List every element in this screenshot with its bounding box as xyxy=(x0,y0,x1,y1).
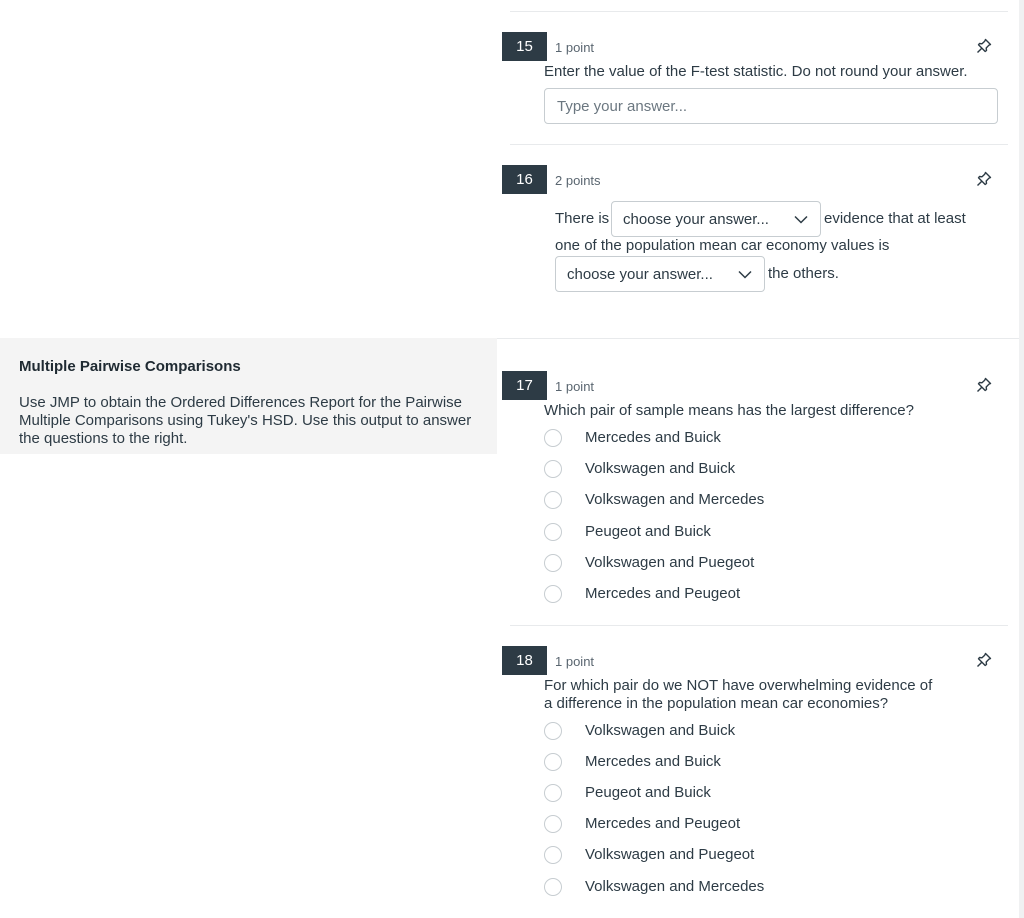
option-label: Volkswagen and Puegeot xyxy=(585,846,755,863)
question-18 xyxy=(502,646,1007,911)
question-16 xyxy=(502,165,1007,295)
option-label: Peugeot and Buick xyxy=(585,523,711,540)
radio-button[interactable] xyxy=(544,554,562,572)
answer-option[interactable] xyxy=(544,522,984,544)
question-points: 1 point xyxy=(555,379,595,394)
answer-option[interactable] xyxy=(544,845,984,867)
sentence-part: There is xyxy=(555,210,610,227)
sentence-part: evidence that at least xyxy=(824,210,966,227)
answer-option[interactable] xyxy=(544,752,984,774)
pin-icon[interactable] xyxy=(975,376,993,394)
answer-option[interactable] xyxy=(544,783,984,805)
answer-input[interactable] xyxy=(544,88,998,124)
question-points: 1 point xyxy=(555,654,595,669)
question-points: 2 points xyxy=(555,173,601,188)
option-label: Mercedes and Buick xyxy=(585,429,721,446)
question-text: For which pair do we NOT have overwhelming evidence of a difference in the population mean car economies? xyxy=(544,677,933,712)
radio-button[interactable] xyxy=(544,815,562,833)
pin-icon[interactable] xyxy=(975,37,993,55)
radio-button[interactable] xyxy=(544,784,562,802)
chevron-down-icon xyxy=(738,270,752,279)
question-17 xyxy=(502,371,1007,611)
chevron-down-icon xyxy=(794,215,808,224)
dropdown-value: choose your answer... xyxy=(623,210,769,228)
option-label: Volkswagen and Mercedes xyxy=(585,491,765,508)
option-label: Volkswagen and Puegeot xyxy=(585,554,755,571)
option-label: Volkswagen and Buick xyxy=(585,722,736,739)
dropdown-value: choose your answer... xyxy=(567,265,713,283)
window-right-edge xyxy=(1019,0,1024,918)
answer-option[interactable] xyxy=(544,490,984,512)
answer-option[interactable] xyxy=(544,814,984,836)
radio-button[interactable] xyxy=(544,429,562,447)
radio-button[interactable] xyxy=(544,722,562,740)
answer-dropdown-1[interactable] xyxy=(611,201,821,237)
option-label: Mercedes and Buick xyxy=(585,753,721,770)
question-number: 15 xyxy=(502,32,547,61)
option-label: Peugeot and Buick xyxy=(585,784,711,801)
radio-button[interactable] xyxy=(544,585,562,603)
answer-option[interactable] xyxy=(544,428,984,450)
radio-button[interactable] xyxy=(544,878,562,896)
pin-icon[interactable] xyxy=(975,651,993,669)
answer-option[interactable] xyxy=(544,459,984,481)
passage-panel xyxy=(0,338,497,454)
question-number: 17 xyxy=(502,371,547,400)
passage-body: Use JMP to obtain the Ordered Differences Report for the Pairwise Multiple Comparisons using Tukey's HSD. Use this output to answer the questions to the right. xyxy=(19,394,472,447)
radio-button[interactable] xyxy=(544,753,562,771)
divider xyxy=(497,338,1019,339)
answer-option[interactable] xyxy=(544,553,984,575)
divider xyxy=(510,625,1008,626)
pin-icon[interactable] xyxy=(975,170,993,188)
question-15 xyxy=(502,32,1007,132)
radio-button[interactable] xyxy=(544,846,562,864)
divider xyxy=(510,144,1008,145)
option-label: Mercedes and Peugeot xyxy=(585,585,741,602)
answer-option[interactable] xyxy=(544,721,984,743)
question-text: Which pair of sample means has the largest difference? xyxy=(544,402,914,419)
question-number: 16 xyxy=(502,165,547,194)
radio-button[interactable] xyxy=(544,491,562,509)
divider xyxy=(510,11,1008,12)
question-points: 1 point xyxy=(555,40,595,55)
answer-option[interactable] xyxy=(544,584,984,606)
question-text: Enter the value of the F-test statistic. Do not round your answer. xyxy=(544,63,968,80)
question-number: 18 xyxy=(502,646,547,675)
answer-dropdown-2[interactable] xyxy=(555,256,765,292)
passage-title: Multiple Pairwise Comparisons xyxy=(19,358,241,375)
radio-button[interactable] xyxy=(544,523,562,541)
option-label: Volkswagen and Mercedes xyxy=(585,878,765,895)
sentence-part: the others. xyxy=(768,265,839,282)
answer-option[interactable] xyxy=(544,877,984,899)
sentence-part: one of the population mean car economy values is xyxy=(555,237,890,254)
option-label: Mercedes and Peugeot xyxy=(585,815,741,832)
radio-button[interactable] xyxy=(544,460,562,478)
option-label: Volkswagen and Buick xyxy=(585,460,736,477)
